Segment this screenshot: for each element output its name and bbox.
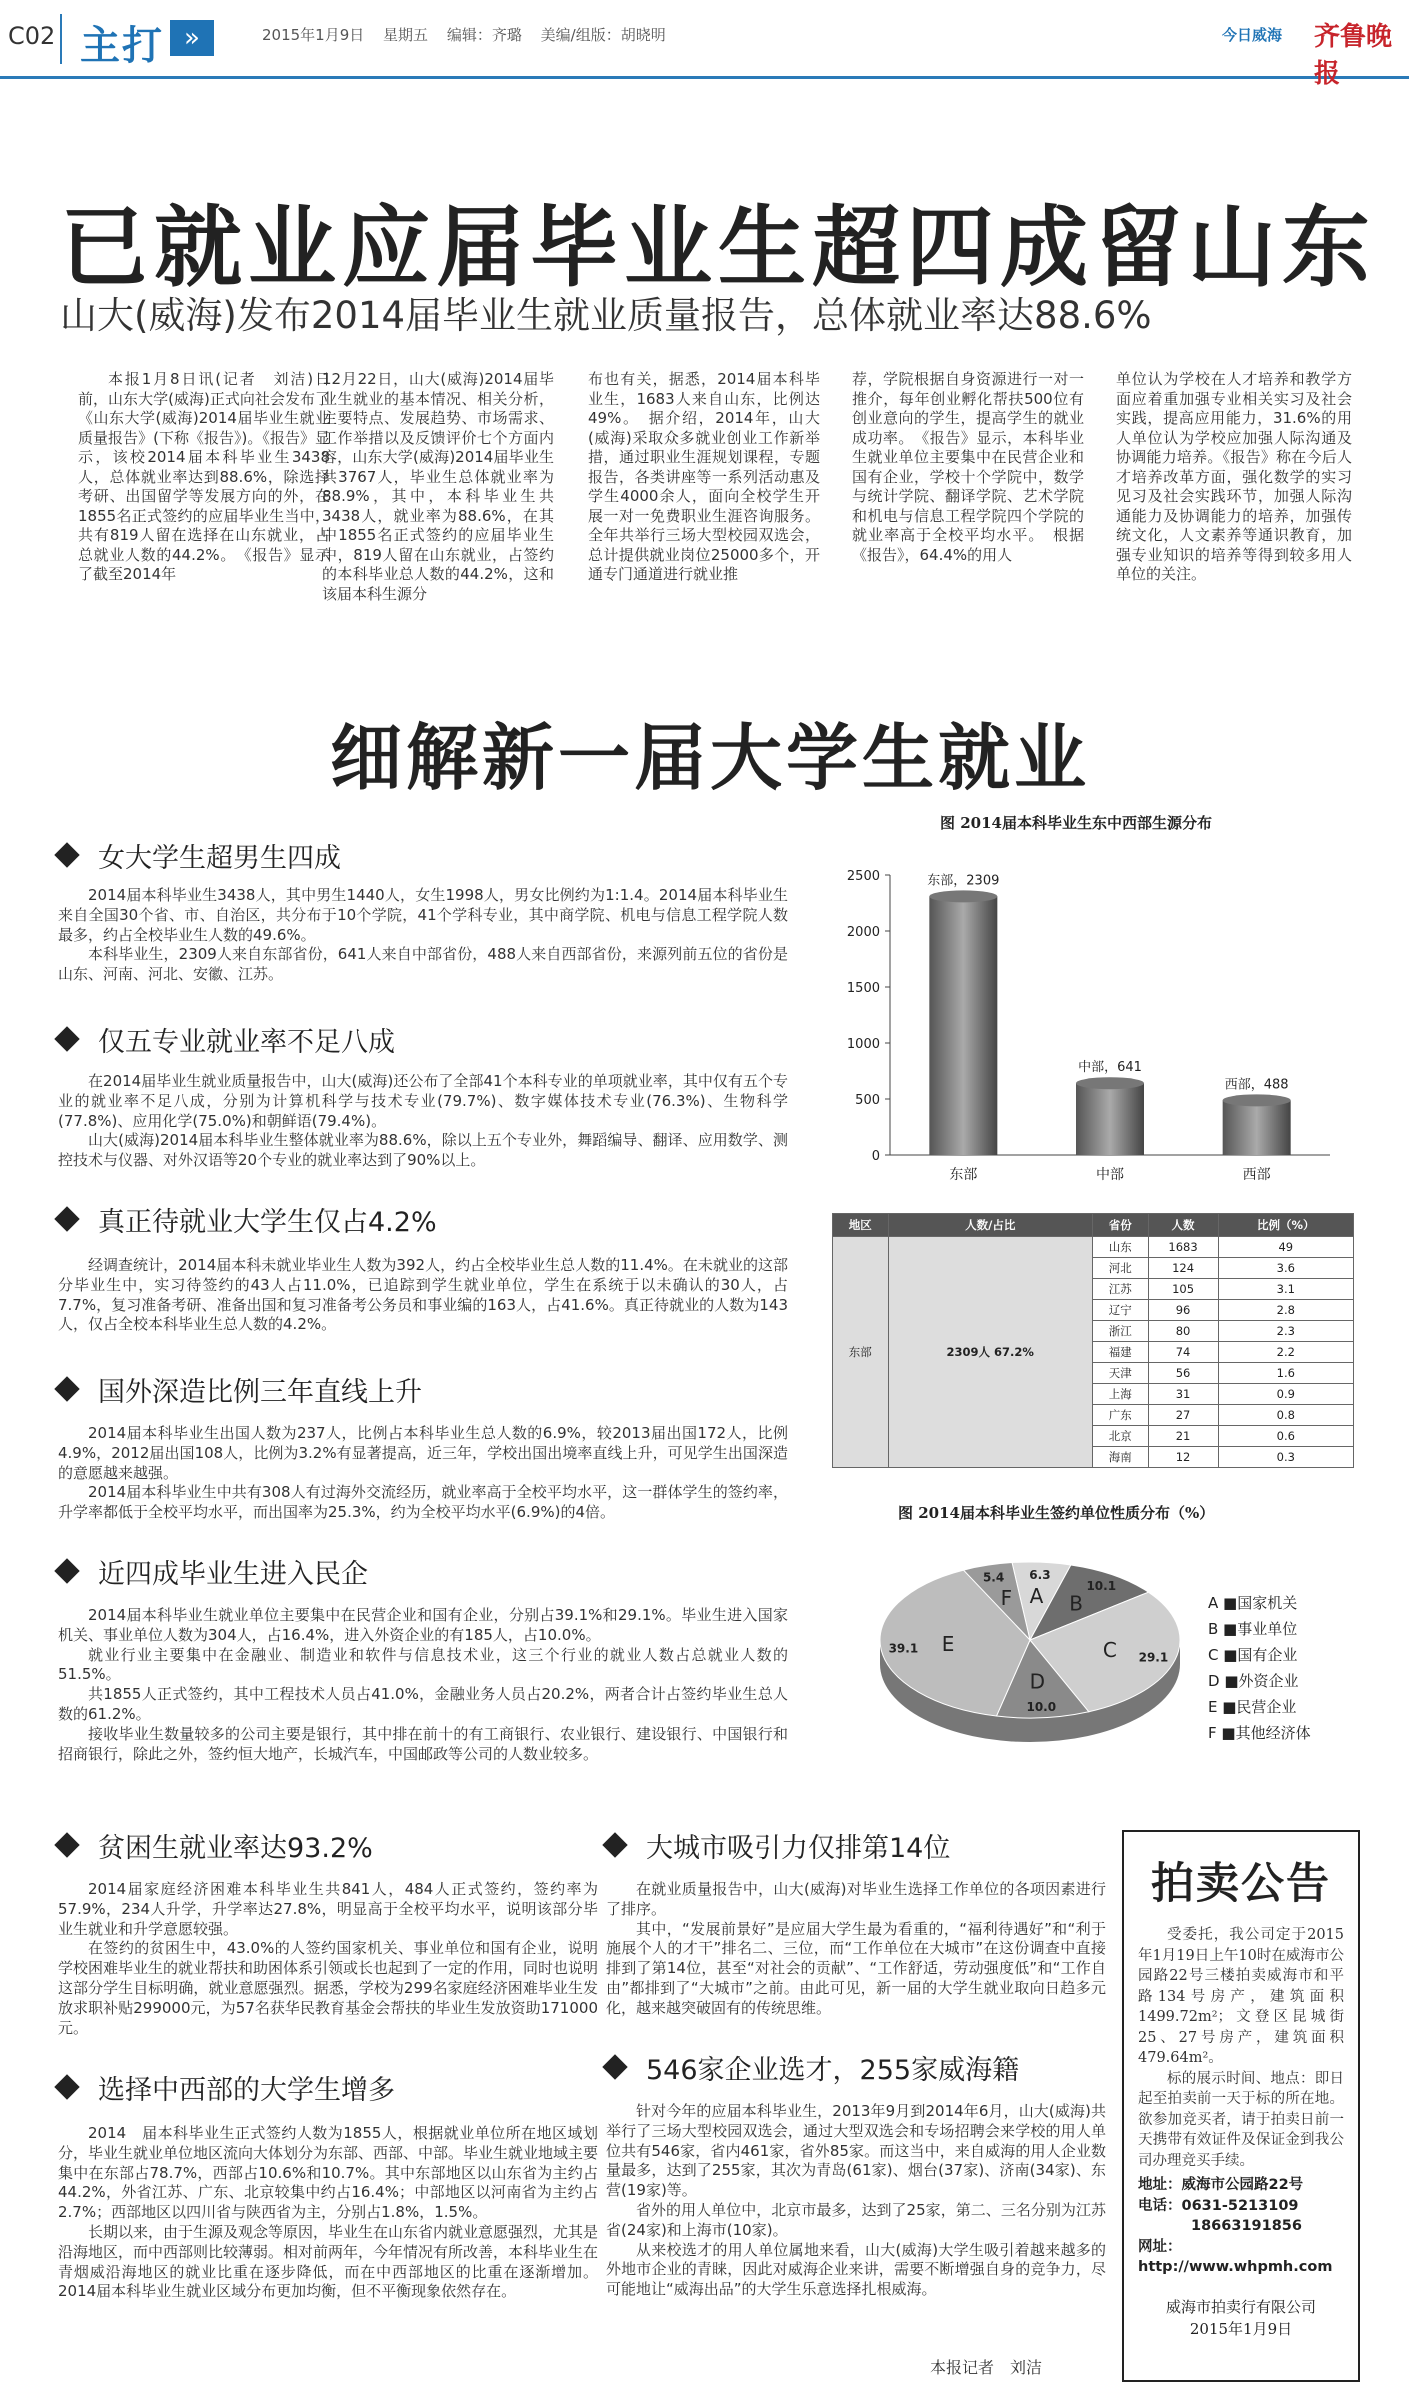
data-label: 中部，641 [1078, 1060, 1142, 1076]
diamond-bullet-icon [54, 1376, 79, 1401]
pie-chart [860, 1540, 1200, 1780]
bar-chart [830, 840, 1360, 1200]
table-cell: 80 [1148, 1321, 1218, 1342]
legend-item: F ■其他经济体 [1208, 1724, 1311, 1742]
bar-top [929, 890, 997, 902]
legend-item: C ■国有企业 [1208, 1646, 1298, 1664]
region-total-cell: 2309人 67.2% [888, 1237, 1093, 1468]
section-heading: 大城市吸引力仅排第14位 [606, 1826, 950, 1865]
bar-top [1076, 1077, 1144, 1089]
slice-value: 6.3 [1029, 1567, 1051, 1582]
section-body: 2014届本科毕业生就业单位主要集中在民营企业和国有企业，分别占39.1%和29.1%。毕业生进入国家机关、事业单位人数为304人，占16.4%，进入外资企业的有185人，占10.0%。 就业行业主要集中在金融业、制造业和软件与信息技术业，这三个行业的就业人数占总就业人数的51.5%。 共1855人正式签约，其中工程技术人员占41.0%，金融业务人员占20.2%，两者合计占签约毕业生总人数的61.2%。 接收毕业生数量较多的公司主要是银行，其中排在前十的有工商银行、农业银行、建设银行、中国银行和招商银行，除此之外，签约恒大地产，长城汽车，中国邮政等公司的人数业较多。 [58, 1606, 788, 1763]
auction-phone-2: 18663191856 [1191, 2218, 1302, 2234]
table-header-cell: 人数/占比 [888, 1214, 1093, 1237]
auction-website: 网址：http://www.whpmh.com [1138, 2238, 1333, 2275]
bar [1223, 1100, 1291, 1155]
table-cell: 31 [1148, 1384, 1218, 1405]
section-body: 针对今年的应届本科毕业生，2013年9月到2014年6月，山大(威海)共举行了三场大型校园双选会，通过大型双选会和专场招聘会来学校的用人单位共有546家，省内461家，省外85家。而这当中，来自威海的用人企业数量最多，达到了255家，其次为青岛(61家)、烟台(37家)、济南(34家)、东营(19家)等。 省外的用人单位中，北京市最多，达到了25家，第二、三名分别为江苏省(24家)和上海市(10家)。 从来校选才的用人单位属地来看，山大(威海)大学生吸引着越来越多的外地市企业的青睐，因此对威海企业来讲，需要不断增强自身的竞争力，尽可能地让“威海出品”的大学生乐意选择扎根威海。 [606, 2102, 1106, 2299]
page-number: C02 [8, 22, 56, 50]
intro-col-5: 单位认为学校在人才培养和教学方面应着重加强专业相关实习及社会实践，提高应用能力，31.6%的用人单位认为学校应加强人际沟通及协调能力培养。《报告》称在今后人才培养改革方面，强化数学的实习见习及社会实践环节，加强人际沟通能力及协调能力的培养，加强传统文化，人文素养等通识教育，加强专业知识的培养等得到较多用人单位的关注。 [1116, 370, 1352, 583]
x-tick-label: 中部 [1096, 1167, 1124, 1183]
table-header-cell: 比例（%） [1218, 1214, 1353, 1237]
table-cell: 105 [1148, 1279, 1218, 1300]
slice-letter: A [1029, 1584, 1044, 1609]
slice-letter: E [941, 1632, 955, 1657]
table-cell: 上海 [1093, 1384, 1149, 1405]
reporter-byline: 本报记者 刘洁 [930, 2358, 1043, 2377]
header-info [262, 24, 680, 45]
table-cell: 0.6 [1218, 1426, 1353, 1447]
data-label: 西部，488 [1224, 1077, 1289, 1093]
table-cell: 海南 [1093, 1447, 1149, 1468]
sub-headline: 山大(威海)发布2014届毕业生就业质量报告，总体就业率达88.6% [60, 294, 1152, 337]
table-cell: 3.6 [1218, 1258, 1353, 1279]
bar [1076, 1083, 1144, 1155]
x-tick-label: 东部 [949, 1167, 978, 1183]
diamond-bullet-icon [54, 842, 79, 867]
auction-notice [1122, 1830, 1360, 2382]
diamond-bullet-icon [602, 2054, 627, 2079]
section-body: 2014 届本科毕业生正式签约人数为1855人，根据就业单位所在地区域划分，毕业生就业单位地区流向大体划分为东部、西部、中部。毕业生就业地域主要集中在东部占78.7%，西部占10.6%和10.7%。其中东部地区以山东省为主约占44.2%，外省江苏、广东、北京较集中约占16.4%；中部地区以河南省为主约占2.7%；西部地区以四川省与陕西省为主，分别占1.8%，1.5%。 长期以来，由于生源及观念等原因，毕业生在山东省内就业意愿强烈，尤其是沿海地区，而中西部则比较薄弱。相对前两年，今年情况有所改善，本科毕业生在青烟威沿海地区的就业比重在逐步降低，而在中西部地区的比重在逐渐增加。2014届本科毕业生就业区域分布更加均衡，但不平衡现象依然存在。 [58, 2124, 599, 2301]
table-cell: 广东 [1093, 1405, 1149, 1426]
today-weihai: 今日威海 [1222, 26, 1283, 44]
bar [929, 896, 997, 1155]
header-weekday: 星期五 [383, 26, 429, 44]
section-heading: 真正待就业大学生仅占4.2% [58, 1200, 437, 1239]
table-header-cell: 人数 [1148, 1214, 1218, 1237]
section-heading: 仅五专业就业率不足八成 [58, 1020, 395, 1059]
table-row [833, 1237, 1354, 1258]
pie-legend [1208, 1590, 1311, 1746]
y-tick-label: 1000 [846, 1037, 880, 1052]
diamond-bullet-icon [54, 1206, 79, 1231]
province-table [832, 1213, 1354, 1468]
table-cell: 辽宁 [1093, 1300, 1149, 1321]
section-body: 2014届本科毕业生出国人数为237人，比例占本科毕业生总人数的6.9%，较2013届出国172人，比例4.9%，2012届出国108人，比例为3.2%有显著提高，近三年，学校出国出境率直线上升，可见学生出国深造的意愿越来越强。 2014届本科毕业生中共有308人有过海外交流经历，就业率高于全校平均水平，这一群体学生的签约率，升学率都低于全校平均水平，而出国率为25.3%，约为全校平均水平(6.9%)的4倍。 [58, 1424, 788, 1522]
slice-value: 39.1 [888, 1641, 919, 1656]
intro-col-1: 本报1月8日讯(记者 刘洁)日前，山东大学(威海)正式向社会发布了《山东大学(威海)2014届毕业生就业质量报告》(下称《报告》)。《报告》显示，该校2014届本科毕业生3438人，总体就业率达到88.6%，除选择考研、出国留学等发展方向的外，在1855名正式签约的应届毕业生当中，共有819人留在选择在山东就业，占总就业人数的44.2%。 《报告》显示了截至2014年 [78, 370, 330, 583]
table-header-cell: 省份 [1093, 1214, 1149, 1237]
headline: 已就业应届毕业生超四成留山东 [60, 196, 1377, 299]
slice-letter: B [1069, 1591, 1083, 1616]
y-tick-label: 2500 [846, 869, 880, 884]
slice-letter: C [1102, 1637, 1117, 1662]
auction-address: 地址：威海市公园路22号 [1138, 2177, 1304, 2193]
section-body: 在2014届毕业生就业质量报告中，山大(威海)还公布了全部41个本科专业的单项就业率，其中仅有五个专业的就业率不足八成，分别为计算机科学与技术专业(79.7%)、数字媒体技术专业(76.3%)、生物科学(77.8%)、应用化学(75.0%)和朝鲜语(79.4%)。 山大(威海)2014届本科毕业生整体就业率为88.6%，除以上五个专业外，舞蹈编导、翻译、应用数学、测控技术与仪器、对外汉语等20个专业的就业率达到了90%以上。 [58, 1072, 788, 1170]
section-heading: 贫困生就业率达93.2% [58, 1826, 373, 1865]
x-tick-label: 西部 [1242, 1167, 1271, 1183]
table-cell: 3.1 [1218, 1279, 1353, 1300]
legend-item: E ■民营企业 [1208, 1698, 1297, 1716]
section-heading: 近四成毕业生进入民企 [58, 1552, 368, 1591]
pie-chart-title: 图 2014届本科毕业生签约单位性质分布（%） [898, 1504, 1215, 1522]
bar-top [1223, 1094, 1291, 1106]
table-cell: 21 [1148, 1426, 1218, 1447]
header-date: 2015年1月9日 [262, 26, 365, 44]
header-divider [60, 14, 62, 64]
table-cell: 27 [1148, 1405, 1218, 1426]
legend-item: A ■国家机关 [1208, 1594, 1298, 1612]
auction-text: 受委托，我公司定于2015年1月19日上午10时在威海市公园路22号三楼拍卖威海市和平路134号房产，建筑面积1499.72m²；文登区昆城街25、27号房产，建筑面积479.64m²。 标的展示时间、地点：即日起至拍卖前一天于标的所在地。欲参加竞买者，请于拍卖日前一天携带有效证件及保证金到我公司办理竞买手续。 [1138, 1927, 1344, 2169]
legend-item: B ■事业单位 [1208, 1620, 1298, 1638]
table-cell: 56 [1148, 1363, 1218, 1384]
intro-col-4: 荐，学院根据自身资源进行一对一推介，每年创业孵化帮扶500位有创业意向的学生，提高学生的就业成功率。 《报告》显示，本科毕业生就业单位主要集中在民营企业和国有企业，学校十个学院中，数学与统计学院、翻译学院、艺术学院和机电与信息工程学院四个学院的就业率高于全校平均水平。 根据《报告》，64.4%的用人 [852, 370, 1084, 564]
table-cell: 12 [1148, 1447, 1218, 1468]
legend-item: D ■外资企业 [1208, 1672, 1299, 1690]
table-cell: 1.6 [1218, 1363, 1353, 1384]
table-cell: 天津 [1093, 1363, 1149, 1384]
slice-value: 29.1 [1138, 1650, 1169, 1665]
diamond-bullet-icon [54, 2074, 79, 2099]
y-tick-label: 500 [855, 1093, 880, 1108]
diamond-bullet-icon [54, 1832, 79, 1857]
table-cell: 124 [1148, 1258, 1218, 1279]
table-cell: 河北 [1093, 1258, 1149, 1279]
slice-letter: D [1029, 1669, 1046, 1694]
table-cell: 2.3 [1218, 1321, 1353, 1342]
slice-value: 5.4 [982, 1570, 1005, 1585]
diamond-bullet-icon [54, 1558, 79, 1583]
table-cell: 江苏 [1093, 1279, 1149, 1300]
table-cell: 0.9 [1218, 1384, 1353, 1405]
slice-letter: F [1000, 1585, 1013, 1610]
auction-phone: 电话：0631-5213109 [1138, 2197, 1299, 2214]
table-cell: 1683 [1148, 1237, 1218, 1258]
table-cell: 2.2 [1218, 1342, 1353, 1363]
table-cell: 浙江 [1093, 1321, 1149, 1342]
section-heading: 国外深造比例三年直线上升 [58, 1370, 422, 1409]
intro-col-2: 12月22日，山大(威海)2014届毕业生就业的基本情况、相关分析，主要特点、发展趋势、市场需求、工作举措以及反馈评价七个方面内容，山东大学(威海)2014届毕业生共3767人，毕业生总体就业率为88.9%，其中，本科毕业生共3438人，就业率为88.6%，在其中1855名正式签约的应届毕业生中，819人留在山东就业，占签约的本科毕业总人数的44.2%，这和该届本科生源分 [322, 370, 554, 603]
section-title: 主打 [80, 23, 164, 69]
data-label: 东部，2309 [927, 873, 1000, 889]
y-tick-label: 2000 [846, 925, 880, 940]
region-cell: 东部 [833, 1237, 889, 1468]
feature-title: 细解新一届大学生就业 [330, 715, 1091, 800]
auction-signature: 威海市拍卖行有限公司 2015年1月9日 [1165, 2297, 1316, 2338]
header-editor: 编辑：齐璐 [446, 26, 522, 44]
diamond-bullet-icon [54, 1026, 79, 1051]
table-cell: 北京 [1093, 1426, 1149, 1447]
table-cell: 2.8 [1218, 1300, 1353, 1321]
y-tick-label: 1500 [846, 981, 880, 996]
bar-chart-title: 图 2014届本科毕业生东中西部生源分布 [940, 814, 1212, 832]
newspaper-logo: 齐鲁晚报 [1314, 22, 1393, 89]
table-cell: 49 [1218, 1237, 1353, 1258]
table-cell: 山东 [1093, 1237, 1149, 1258]
slice-value: 10.0 [1026, 1700, 1057, 1715]
section-heading: 546家企业选才，255家威海籍 [606, 2048, 1019, 2087]
table-cell: 74 [1148, 1342, 1218, 1363]
table-cell: 福建 [1093, 1342, 1149, 1363]
auction-title: 拍卖公告 [1151, 1859, 1331, 1909]
slice-value: 10.1 [1086, 1579, 1117, 1594]
intro-col-3: 布也有关，据悉，2014届本科毕业生，1683人来自山东，比例达49%。 据介绍，2014年，山大(威海)采取众多就业创业工作新举措，通过职业生涯规划课程，专题报告，各类讲座等一系列活动惠及学生4000余人，面向全校学生开展一对一免费职业生涯咨询服务。全年共举行三场大型校园双选会，总计提供就业岗位25000多个，开通专门通道进行就业推 [588, 370, 820, 583]
section-body: 2014届家庭经济困难本科毕业生共841人，484人正式签约，签约率为57.9%，234人升学，升学率达27.8%，明显高于全校平均水平，说明该部分毕业生就业和升学意愿较强。 在签约的贫困生中，43.0%的人签约国家机关、事业单位和国有企业，说明学校困难毕业生的就业帮扶和助困体系引领或长也起到了一定的作用，同时也说明这部分学生目标明确，就业意愿强烈。据悉，学校为299名家庭经济困难毕业生发放求职补贴299000元，为57名获华民教育基金会帮扶的毕业生发放资助171000元。 [58, 1880, 599, 2037]
table-cell: 0.3 [1218, 1447, 1353, 1468]
diamond-bullet-icon [602, 1832, 627, 1857]
section-heading: 女大学生超男生四成 [58, 836, 341, 875]
table-header-cell: 地区 [833, 1214, 889, 1237]
header-designer: 美编/组版：胡晓明 [540, 26, 666, 44]
section-body: 在就业质量报告中，山大(威海)对毕业生选择工作单位的各项因素进行了排序。 其中，“发展前景好”是应届大学生最为看重的，“福利待遇好”和“利于施展个人的才干”排名二、三位，而“工作单位在大城市”在这份调查中直接排到了第14位，甚至“对社会的贡献”、“工作舒适，劳动强度低”和“工作自由”都排到了“大城市”之前。由此可见，新一届的大学生就业取向日趋多元化，越来越突破固有的传统思维。 [606, 1880, 1106, 2017]
y-tick-label: 0 [871, 1149, 880, 1164]
table-cell: 96 [1148, 1300, 1218, 1321]
section-body: 2014届本科毕业生3438人，其中男生1440人，女生1998人，男女比例约为1:1.4。2014届本科毕业生来自全国30个省、市、自治区，共分布于10个学院，41个学科专业，其中商学院、机电与信息工程学院人数最多，约占全校毕业生人数的49.6%。 本科毕业生，2309人来自东部省份，641人来自中部省份，488人来自西部省份，来源列前五位的省份是山东、河南、河北、安徽、江苏。 [58, 886, 788, 984]
section-body: 经调查统计，2014届本科未就业毕业生人数为392人，约占全校毕业生总人数的11.4%。在未就业的这部分毕业生中，实习待签约的43人占11.0%，已追踪到学生就业单位，学生在系统于以未确认的30人，占7.7%，复习准备考研、准备出国和复习准备考公务员和事业编的163人，占41.6%。真正待就业的人数为143人，仅占全校本科毕业生总人数的4.2%。 [58, 1256, 788, 1334]
section-arrow-icon: » [170, 20, 214, 56]
table-cell: 0.8 [1218, 1405, 1353, 1426]
section-heading: 选择中西部的大学生增多 [58, 2068, 395, 2107]
